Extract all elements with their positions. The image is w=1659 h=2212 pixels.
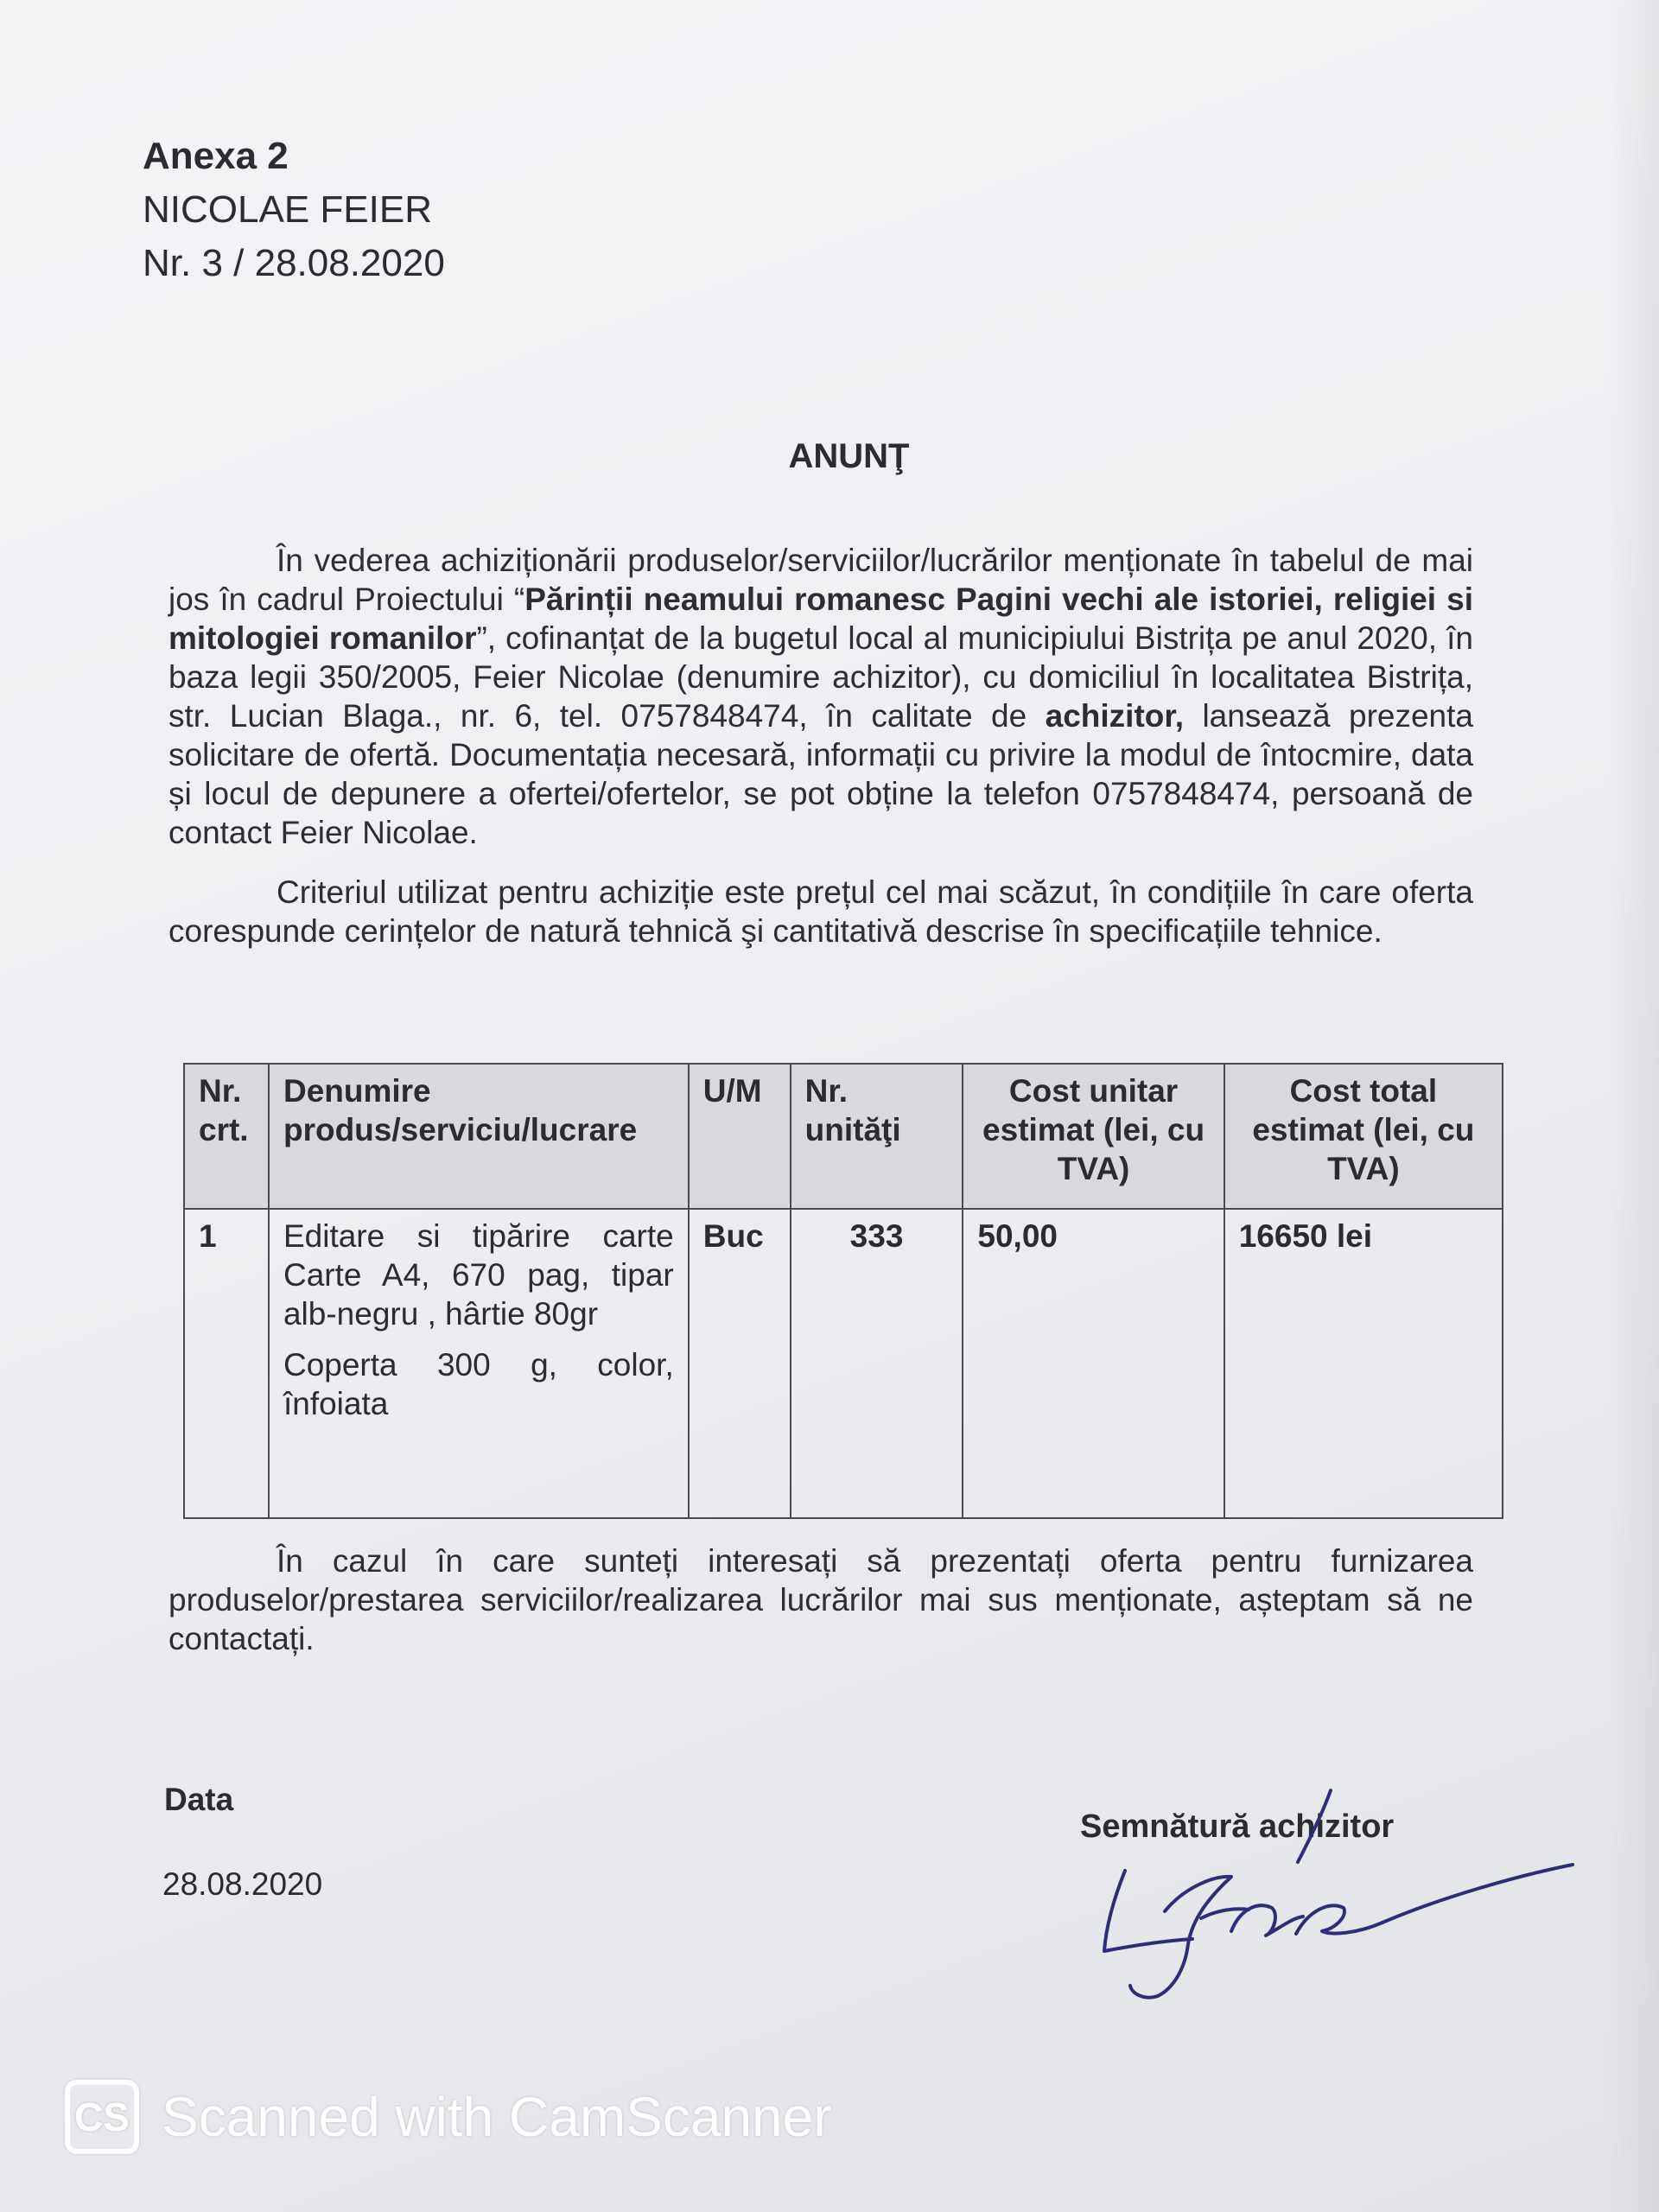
signature-label: Semnătură achizitor [1080,1808,1395,1845]
header-nr: Nr. crt. [184,1064,269,1209]
document-header [143,130,445,290]
date-label: Data [164,1782,234,1817]
criteria-paragraph [168,873,1473,950]
cell-unit-cost: 50,00 [963,1209,1224,1518]
description-line-1: Editare si tipărire carte Carte A4, 670 pag, tipar alb-negru , hârtie 80gr [283,1218,674,1332]
closing-text: În cazul în care sunteți interesați să prezentați oferta pentru furnizarea produselor/prestarea serviciilor/realizarea lucrărilor mai sus menționate, așteptam să ne contactați. [168,1543,1473,1656]
document-title: ANUNŢ [788,437,910,475]
criteria-text: Criteriul utilizat pentru achiziție este prețul cel mai scăzut, în condițiile în care oferta corespunde cerințelor de natură tehnică şi cantitativă descrise în specificațiile tehnice. [168,874,1473,949]
camscanner-watermark [65,2074,832,2160]
intro-text-3: lansează prezenta solicitare de ofertă. Documentația necesară, informații cu privire la modul de întocmire, data și locul de depunere a ofertei/ofertelor, se pot obține la telefon 0757848474, persoană de contact Feier Nicolae. [168,698,1473,850]
cell-total-cost: 16650 lei [1224,1209,1503,1518]
closing-paragraph [168,1541,1473,1658]
header-units: Nr. unităţi [791,1064,963,1209]
specification-table [183,1063,1503,1519]
intro-text-2: ”, cofinanțat de la bugetul local al municipiului Bistrița pe anul 2020, în baza legii 350/2005, Feier Nicolae (denumire achizitor), cu domiciliul în localitatea Bistrița, str. Lucian Blaga., nr. 6, tel. 0757848474, în calitate de [168,620,1473,734]
header-total-cost: Cost total estimat (lei, cu TVA) [1224,1064,1503,1209]
camscanner-logo-icon: CS [65,2080,139,2154]
header-name: Denumire produs/serviciu/lucrare [269,1064,689,1209]
intro-paragraph [168,541,1473,852]
cell-description [269,1209,689,1518]
watermark-text: Scanned with CamScanner [162,2086,832,2148]
cell-units: 333 [791,1209,963,1518]
buyer-role: achizitor, [1045,698,1185,734]
table-header-row [184,1064,1503,1209]
registration-number: Nr. 3 / 28.08.2020 [143,242,445,284]
issuer-name: NICOLAE FEIER [143,188,432,231]
header-unit-cost: Cost unitar estimat (lei, cu TVA) [963,1064,1224,1209]
project-name: Părinții neamului romanesc Pagini vechi ale istoriei, religiei si mitologiei romanilor [168,582,1473,656]
page-edge-shadow [1607,0,1659,2212]
header-um: U/M [689,1064,791,1209]
intro-text-1: În vederea achiziționării produselor/serviciilor/lucrărilor menționate în tabelul de mai jos în cadrul Proiectului “ [168,543,1473,617]
cell-nr: 1 [184,1209,269,1518]
date-value: 28.08.2020 [162,1866,323,1902]
table-row [184,1209,1503,1518]
handwritten-signature [1071,1780,1590,2005]
description-line-2: Coperta 300 g, color, înfoiata [283,1347,674,1421]
cell-um: Buc [689,1209,791,1518]
annex-label: Anexa 2 [143,135,289,177]
